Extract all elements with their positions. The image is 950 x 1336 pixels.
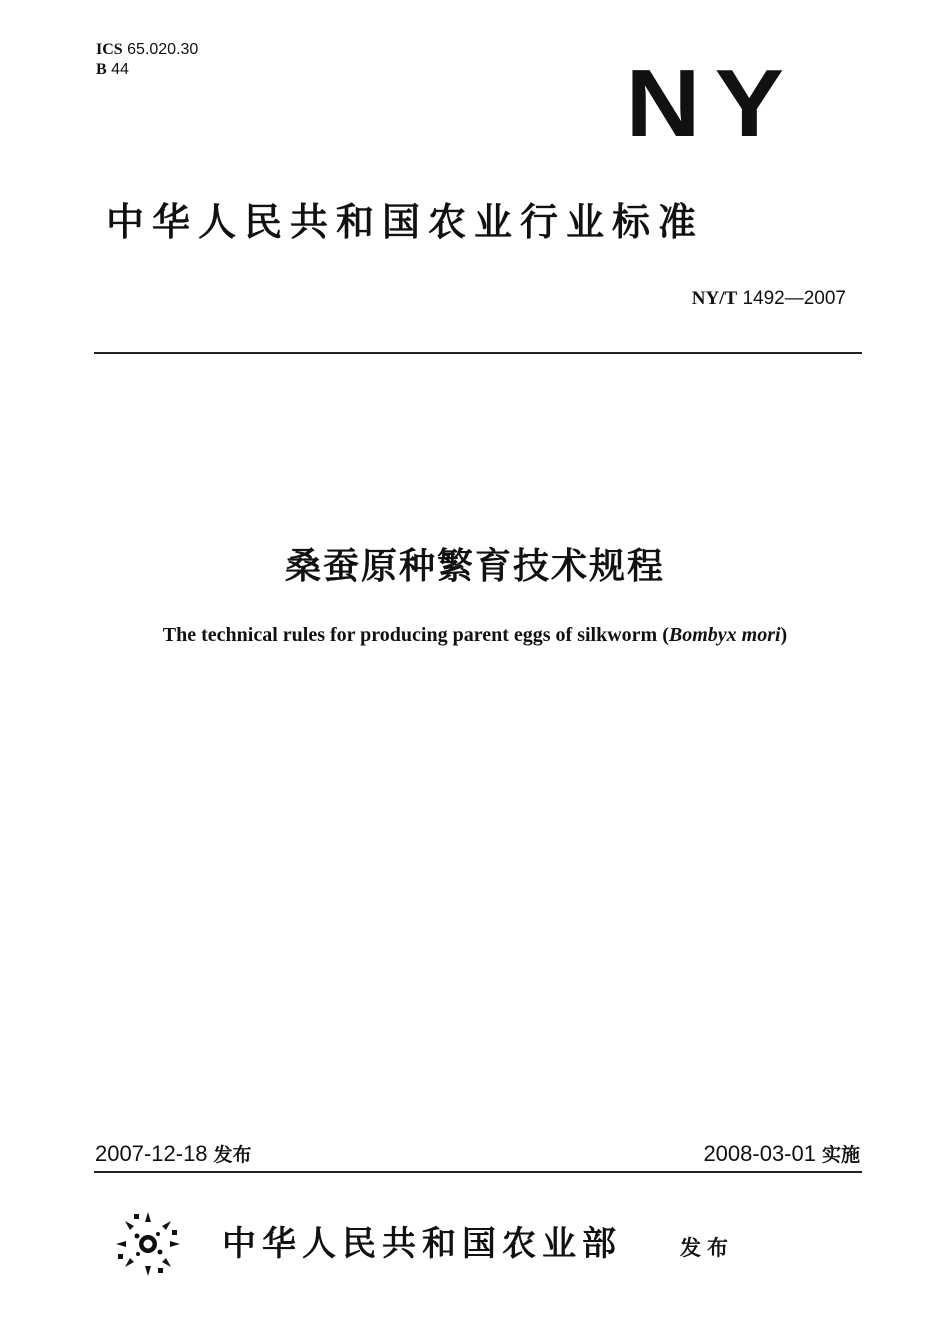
publish-label: 发布 <box>213 1144 252 1166</box>
top-divider <box>94 352 862 354</box>
standard-prefix: NY/T <box>691 288 738 309</box>
ics-label: ICS <box>96 41 123 58</box>
title-english-prefix: The technical rules for producing parent eggs of silkworm ( <box>162 624 669 646</box>
ministry-name: 中华人民共和国农业部 <box>222 1224 622 1264</box>
title-english-latin: Bombyx mori <box>668 624 781 646</box>
org-title: 中华人民共和国农业行业标准 <box>106 200 705 244</box>
document-title-english <box>0 624 950 647</box>
ny-logo: NY <box>625 50 798 158</box>
classification-codes <box>96 40 198 80</box>
ccs-label: B <box>96 61 107 78</box>
implement-date: 2008-03-01 <box>703 1141 816 1166</box>
standard-number <box>692 288 846 310</box>
title-english-suffix: ) <box>780 624 788 646</box>
bottom-divider <box>94 1171 862 1173</box>
implement-label: 实施 <box>821 1144 860 1166</box>
implement-date-block <box>703 1140 860 1167</box>
ccs-code: 44 <box>111 61 129 78</box>
ministry-emblem-icon <box>110 1206 186 1282</box>
publish-date-block <box>95 1140 252 1167</box>
ics-line <box>96 40 198 60</box>
ccs-line <box>96 60 198 80</box>
standard-code: 1492—2007 <box>742 288 846 309</box>
ics-code: 65.020.30 <box>127 41 199 58</box>
document-title-chinese: 桑蚕原种繁育技术规程 <box>284 546 665 587</box>
publish-date: 2007-12-18 <box>95 1141 208 1166</box>
publish-word: 发布 <box>680 1236 734 1260</box>
